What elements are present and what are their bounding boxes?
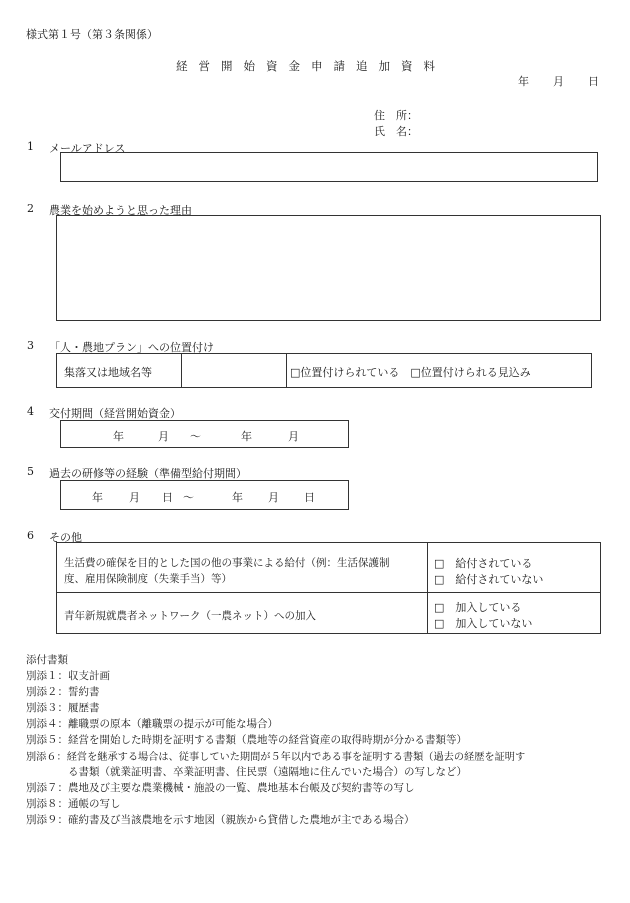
training-period-field[interactable] [60,480,349,510]
welfare-benefit-yes-checkbox[interactable]: □ 給付されている [434,557,533,570]
section-5-label: 過去の研修等の経験（準備型給付期間） [49,467,247,480]
section-2-number: 2 [27,202,34,215]
network-member-no-checkbox[interactable]: □ 加入していない [434,617,533,630]
section-4-number: 4 [27,405,34,418]
section-3-number: 3 [27,339,34,352]
period-year-label: 年 [241,430,252,443]
attachment-item: 別添８：通帳の写し [26,798,121,810]
date-year-label: 年 [518,75,529,88]
reason-textarea[interactable] [56,215,601,321]
welfare-benefit-question-line1: 生活費の確保を目的とした国の他の事業による給付（例：生活保護制 [64,557,390,569]
period-month-label: 月 [129,491,140,504]
section-5-number: 5 [27,465,34,478]
attachment-item: 別添３：履歴書 [26,702,100,714]
welfare-benefit-no-checkbox[interactable]: □ 給付されていない [434,573,544,586]
period-day-label: 日 [304,491,315,504]
period-tilde: ～ [183,491,194,504]
network-membership-question: 青年新規就農者ネットワーク（一農ネット）への加入 [64,610,316,622]
attachment-item: 別添５：経営を開始した時期を証明する書類（農地等の経営資産の取得時期が分かる書類等） [26,734,467,746]
period-year-label: 年 [113,430,124,443]
attachment-item: 別添１：収支計画 [26,670,110,682]
period-month-label: 月 [268,491,279,504]
network-member-yes-checkbox[interactable]: □ 加入している [434,601,522,614]
section-1-label: メールアドレス [49,142,126,155]
period-month-label: 月 [288,430,299,443]
form-number: 様式第１号（第３条関係） [26,28,158,41]
period-year-label: 年 [92,491,103,504]
cell-divider [427,543,428,633]
date-month-label: 月 [553,75,564,88]
attachment-item: 別添９：確約書及び当該農地を示す地図（親族から貸借した農地が主である場合） [26,814,415,826]
email-field[interactable] [60,152,598,182]
plan-status-checkboxes[interactable]: □位置付けられている □位置付けられる見込み [290,366,531,379]
section-2-label: 農業を始めようと思った理由 [49,204,192,217]
grant-period-field[interactable] [60,420,349,448]
period-month-label: 月 [158,430,169,443]
attachments-heading: 添付書類 [26,654,68,666]
period-tilde: ～ [190,430,201,443]
cell-divider [286,354,287,387]
section-1-number: 1 [27,140,34,153]
section-3-label: 「人・農地プラン」への位置付け [49,341,214,354]
region-name-label: 集落又は地域名等 [64,366,152,379]
attachment-item: 別添６：経営を継承する場合は、従事していた期間が５年以内である事を証明する書類（過去の経歴を証明す [26,752,526,763]
section-6-number: 6 [27,529,34,542]
cell-divider [181,354,182,387]
plan-table [56,353,592,388]
period-day-label: 日 [162,491,173,504]
attachment-item: 別添７：農地及び主要な農業機械・施設の一覧、農地基本台帳及び契約書等の写し [26,782,415,794]
region-name-input[interactable] [183,355,283,386]
attachment-item-continued: る書類（就業証明書、卒業証明書、住民票（遠隔地に住んでいた場合）の写しなど） [26,766,467,778]
attachment-item: 別添２：誓約書 [26,686,100,698]
section-6-label: その他 [49,531,82,544]
address-label: 住 所： [374,109,418,122]
period-year-label: 年 [232,491,243,504]
name-label: 氏 名： [374,125,418,138]
welfare-benefit-question-line2: 度、雇用保険制度（失業手当）等） [64,573,232,585]
row-divider [57,592,600,593]
attachment-item: 別添４：離職票の原本（離職票の提示が可能な場合） [26,718,278,730]
other-table [56,542,601,634]
date-day-label: 日 [588,75,599,88]
page-title: 経営開始資金申請追加資料 [176,59,446,73]
section-4-label: 交付期間（経営開始資金） [49,407,181,420]
